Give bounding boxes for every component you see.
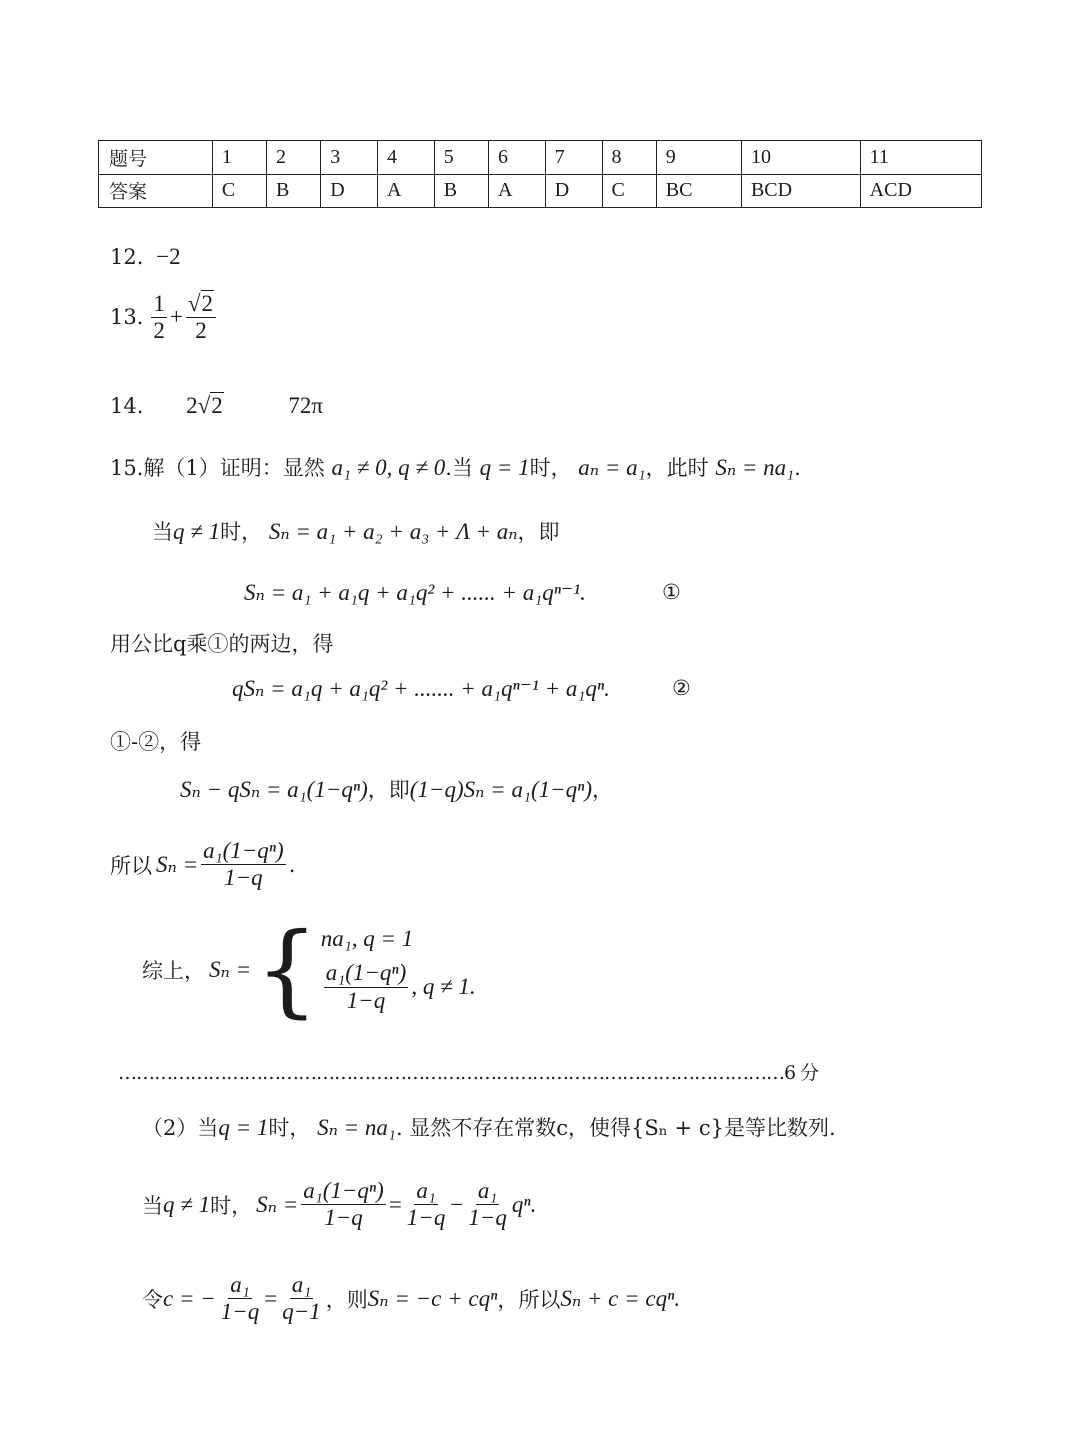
table-cell: 7 [545,141,602,175]
eq3-left: Sₙ − qSₙ = a₁(1−qⁿ) [180,777,368,802]
sqrt-icon: √ [197,393,211,418]
q15-sn-eq-na1: Sₙ = na₁ [715,455,795,480]
case-2-fraction [324,960,409,1014]
table-cell: 4 [378,141,435,175]
equation-2: qSₙ = a₁q + a₁q² + ....... + a₁qⁿ⁻¹ + a₁qⁿ. [232,676,610,701]
part2b-q-ne-1: q ≠ 1 [163,1191,211,1217]
part2b-numerator-1: a₁(1−qⁿ) [301,1178,386,1205]
table-cell: 5 [434,141,488,175]
sn-fraction [201,838,286,892]
eq3-right: (1−q)Sₙ = a₁(1−qⁿ) [409,777,593,802]
q14-answer-2: 72π [288,393,324,418]
table-cell: 3 [321,141,378,175]
part2b-minus: − [450,1191,464,1217]
c-fraction-1 [219,1272,262,1326]
q15-line2-shi: 时， [220,520,263,544]
part2b-denominator-1: 1−q [324,1205,363,1231]
table-cell: 1 [212,141,266,175]
q12-number: 12. [110,245,144,269]
part2b-shi: 时， [210,1193,253,1218]
equation-1: Sₙ = a₁ + a₁q + a₁q² + ...... + a₁qⁿ⁻¹. [244,580,586,605]
table-cell: A [488,174,545,208]
suoyi-label: 所以 [110,853,152,878]
part2-sn-na1: Sₙ = na₁ [317,1115,396,1140]
part2-prefix: （2）当 [142,1116,219,1140]
q15-line2-prefix: 当 [152,520,173,544]
part2b-numerator-3: a₁ [476,1178,500,1205]
sn-denominator: 1−q [224,865,263,891]
table-cell: C [602,174,656,208]
part2-text: . 显然不存在常数c，使得{Sₙ + c}是等比数列. [395,1116,836,1140]
circle-1-label: ① [662,580,681,604]
table-cell: 6 [488,141,545,175]
q13-half-fraction [151,291,167,345]
part2b-denominator-3: 1−q [468,1205,507,1231]
part2b-denominator-2: 1−q [406,1205,446,1231]
table-cell: D [321,174,378,208]
left-brace-icon: { [255,911,319,1028]
zongshang-label: 综上， [142,959,205,983]
table-cell: 9 [656,141,741,175]
table-cell: C [212,174,266,208]
table-cell: BC [656,174,741,208]
case-2-denominator: 1−q [346,987,386,1013]
q15-when: .当 [445,456,473,480]
q13-number: 13. [110,305,144,330]
part2-line-3 [142,1272,680,1326]
table-cell: ACD [860,174,981,208]
subtract-text: ①-②，得 [110,730,202,754]
table-cell: 8 [602,141,656,175]
suoyi2-label: ，所以 [497,1287,561,1312]
table-cell: B [434,174,488,208]
q15-line2-ji: ，即 [517,520,560,544]
sn-period: . [288,852,296,877]
part2-line-2 [142,1178,536,1232]
q13-numerator: 1 [151,291,167,318]
table-cell: B [267,174,321,208]
part2b-sn-label: Sₙ = [256,1191,299,1217]
q12-answer: −2 [156,244,181,269]
c-eq: c = − [163,1285,216,1311]
part2b-equals: = [388,1191,402,1217]
sn-numerator: a₁(1−qⁿ) [201,838,286,865]
part2b-fraction-1 [301,1178,386,1232]
q14-answer-1 [186,393,224,418]
part2b-fraction-2 [405,1178,448,1232]
q14-radicand: 2 [211,393,223,418]
sn-expr: Sₙ = −c + cqⁿ [367,1285,498,1311]
q15-line-1 [110,452,801,482]
final-expr: Sₙ + c = cqⁿ. [560,1285,681,1311]
c-equals: = [264,1285,278,1311]
row-label-answer: 答案 [99,174,213,208]
part2-line-1 [142,1112,836,1142]
q15-an-eq-a1: aₙ = a₁ [578,455,646,480]
q15-cond1: a₁ ≠ 0, q ≠ 0 [331,455,446,480]
c-numerator-2: a₁ [290,1272,314,1299]
c-numerator-1: a₁ [228,1272,252,1299]
table-cell: 2 [267,141,321,175]
q14-coef: 2 [186,393,198,418]
q15-heading: 15.解（1）证明：显然 [110,456,325,480]
q15-q-eq-1: q = 1 [479,455,530,480]
row-label-number: 题号 [99,141,213,175]
q15-line-2 [152,516,560,546]
case-2-condition: , q ≠ 1. [411,974,476,999]
q15-period: . [794,456,801,480]
score-line: …………………………………………………………………………………………………6 分 [118,1062,819,1084]
table-row-answers [99,174,982,208]
q13-root-numerator [186,290,216,318]
q13-root-denominator: 2 [195,318,207,344]
sn-result-line [110,838,295,892]
answer-table [98,140,982,208]
part2b-numerator-2: a₁ [414,1178,438,1205]
equation-3 [180,774,613,804]
summary-sn-label: Sₙ = [209,957,252,982]
q13-radicand: 2 [201,291,214,316]
sn-label: Sₙ = [156,851,199,877]
q12-line [110,244,181,270]
table-cell: A [378,174,435,208]
multiply-text: 用公比q乘①的两边，得 [110,632,334,656]
q13-denominator: 2 [153,317,165,343]
eq3-ji: ，即 [367,778,410,802]
piecewise-cases [321,926,476,1014]
ze-label: ，则 [325,1287,368,1312]
table-row-numbers [99,141,982,175]
part2-mid: 时， [268,1116,311,1140]
q15-q-ne-1: q ≠ 1 [173,519,221,544]
c-fraction-2 [280,1272,323,1326]
table-cell: 11 [860,141,981,175]
eq3-end: ， [592,778,614,802]
case-1: na₁, q = 1 [320,926,414,952]
case-2-numerator: a₁(1−qⁿ) [324,960,409,987]
q15-sn-sum: Sₙ = a₁ + a₂ + a₃ + Λ + aₙ [268,519,518,544]
ling-label: 令 [142,1287,163,1312]
c-denominator-1: 1−q [220,1299,260,1325]
sqrt-icon: √ [187,291,201,316]
q13-line [110,290,219,345]
q14-number: 14. [110,394,144,418]
part2b-prefix: 当 [142,1193,163,1218]
q13-root-fraction [186,290,216,345]
table-cell: 10 [741,141,860,175]
table-cell: D [545,174,602,208]
part2b-fraction-3 [466,1178,509,1232]
q15-shi: 时， [529,456,572,480]
q13-plus: + [169,304,183,330]
summary-line [142,911,476,1028]
c-denominator-2: q−1 [282,1299,321,1325]
case-2 [321,960,476,1014]
q14-line [110,392,323,419]
q15-cishi: ，此时 [645,456,709,480]
part2-q-eq-1: q = 1 [218,1115,269,1140]
part2b-qn: qⁿ. [511,1191,537,1217]
circle-2-label: ② [672,676,691,700]
table-cell: BCD [741,174,860,208]
